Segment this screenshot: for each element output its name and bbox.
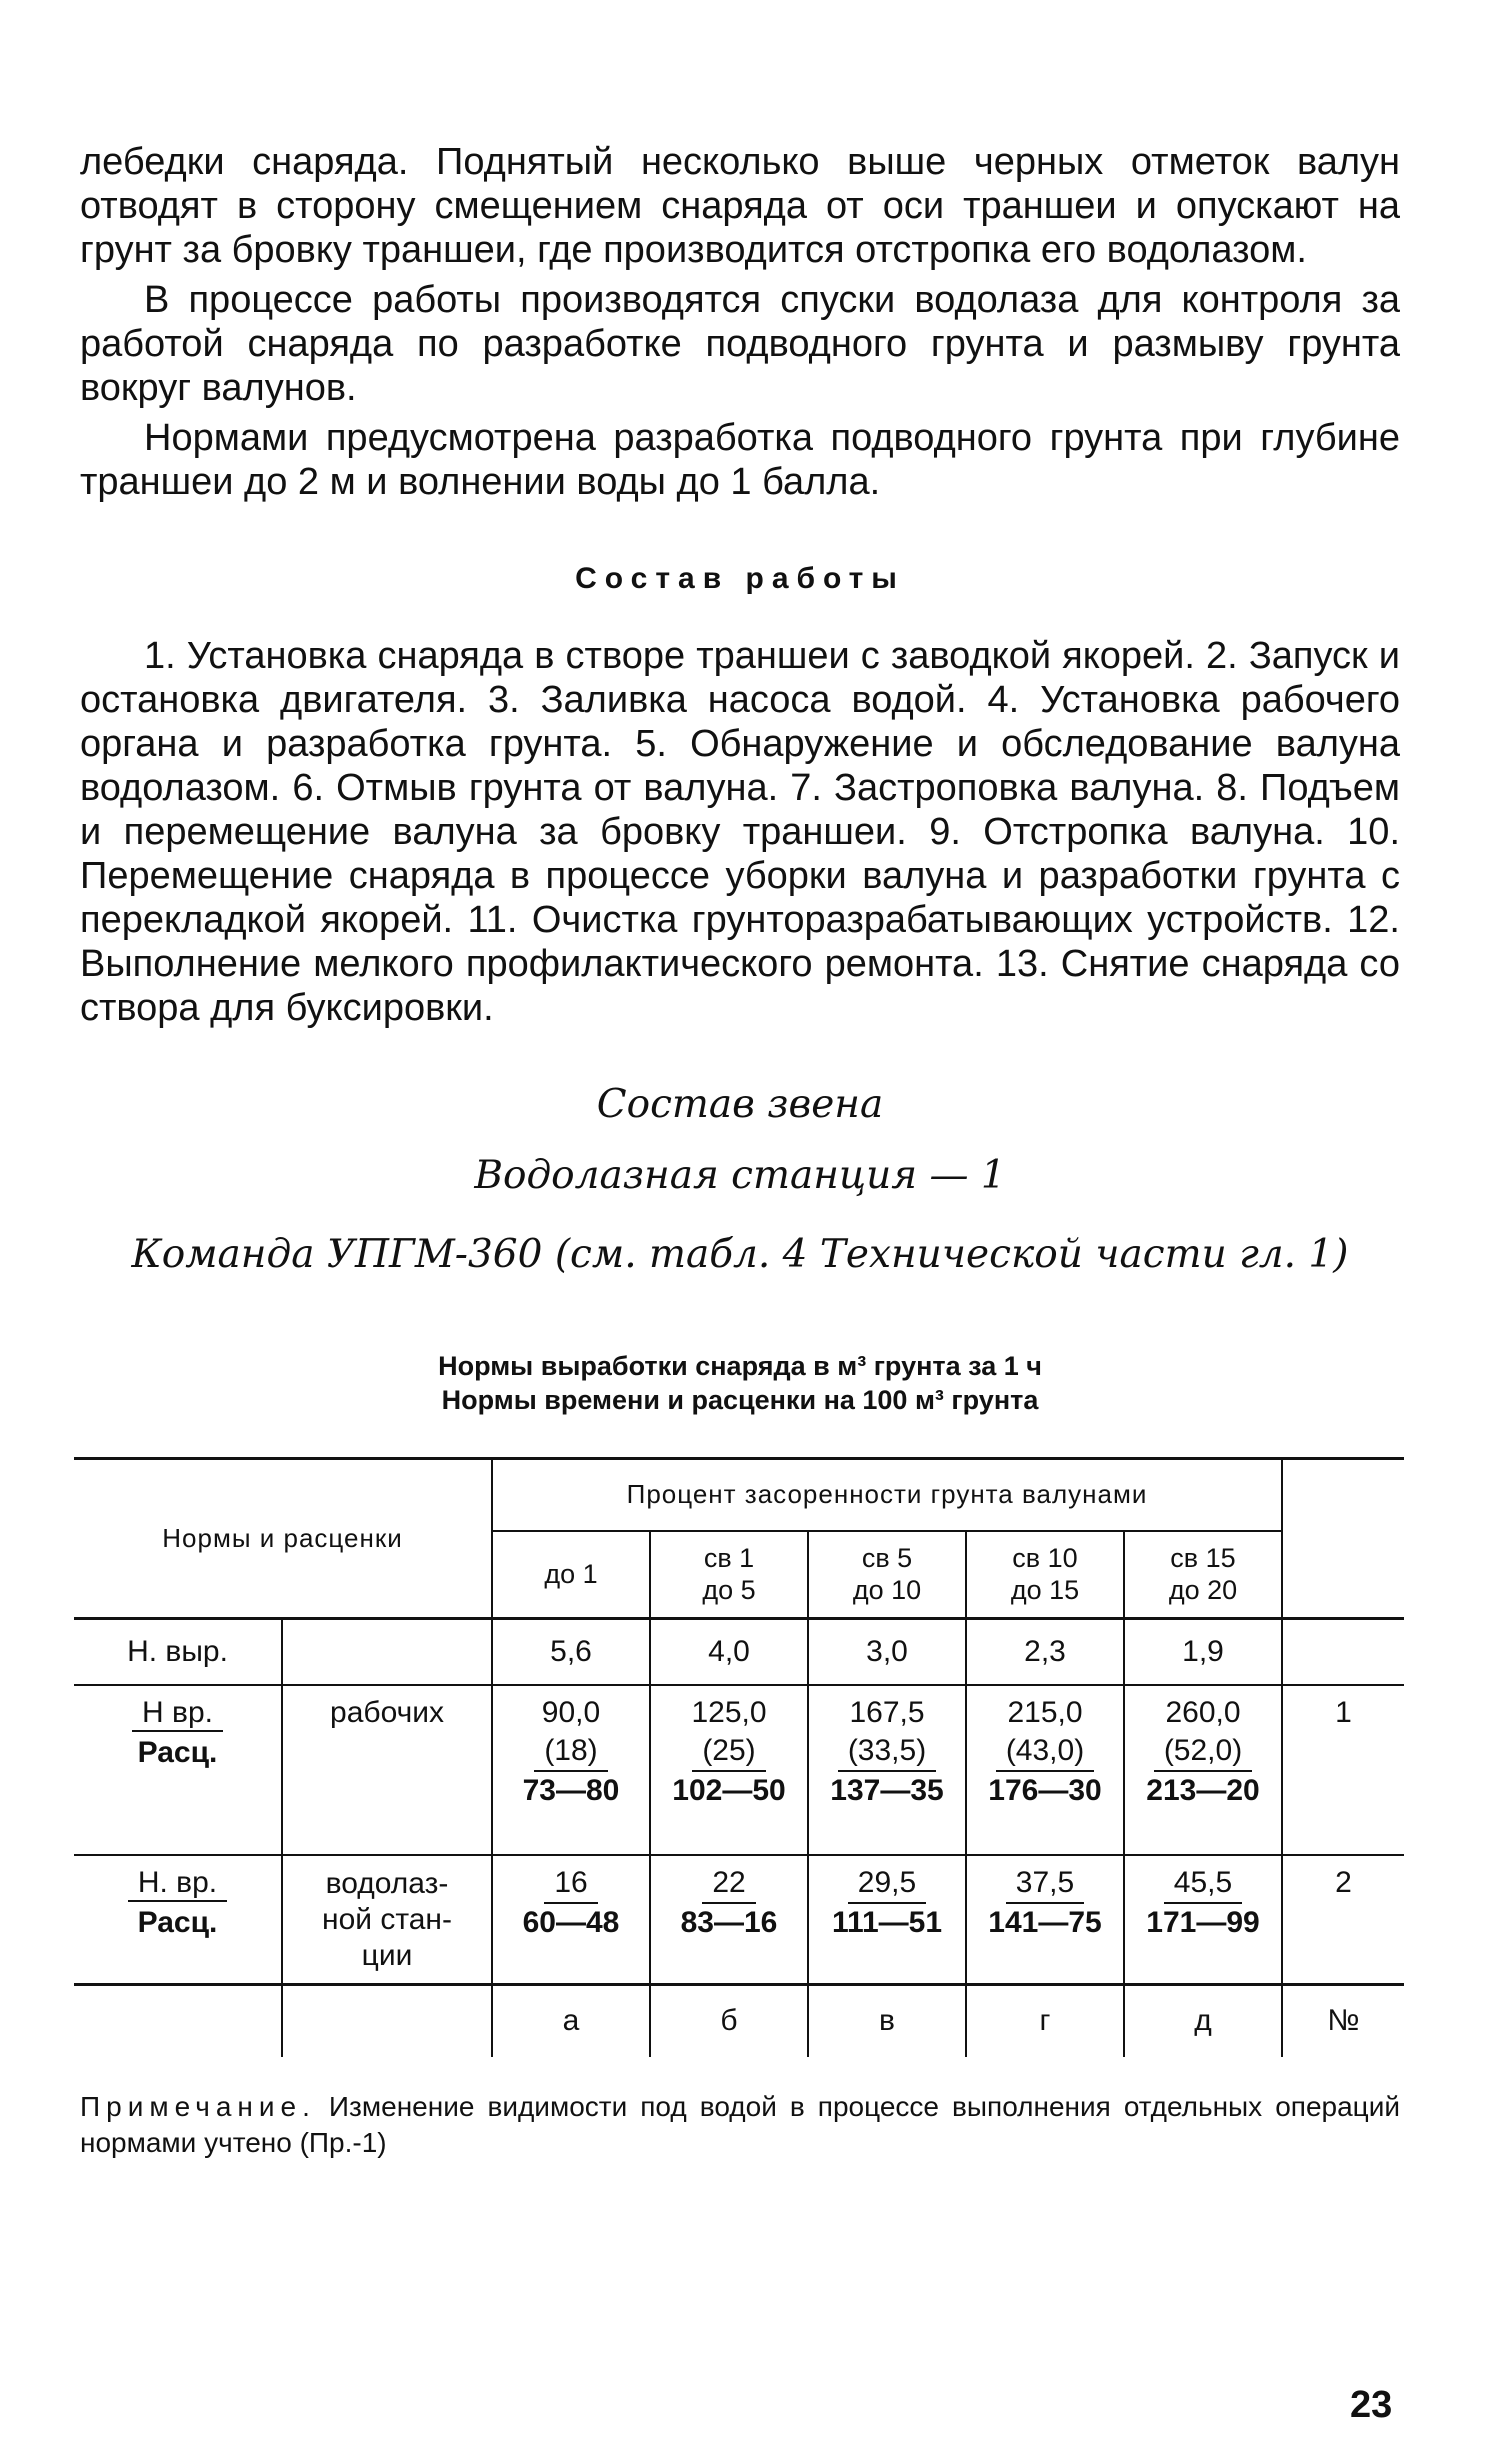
paragraph-3: Нормами предусмотрена разработка подводного грунта при глубине траншеи до 2 м и волнении воды до 1 балла. bbox=[80, 417, 1400, 503]
row1-cell: 167,5 (33,5) 137—35 bbox=[808, 1685, 966, 1855]
row1-num: 1 bbox=[1282, 1685, 1404, 1855]
row2-cell: 45,5 171—99 bbox=[1124, 1855, 1282, 1985]
table-title-line1: Нормы выработки снаряда в м³ грунта за 1 ч bbox=[438, 1351, 1042, 1381]
note-label: Примечание. bbox=[80, 2090, 316, 2122]
crew-station: Водолазная станция — 1 bbox=[474, 1153, 1006, 1198]
paragraph-1: лебедки снаряда. Поднятый несколько выше черных отметок валун отводят в сторону смещением снаряда от оси траншеи и опускают на грунт за бровку траншеи, где производится отстропка его водолазом. bbox=[80, 141, 1400, 271]
crew-team: Команда УПГМ-360 (см. табл. 4 Технической части гл. 1) bbox=[131, 1232, 1349, 1277]
col-header: св 1 до 5 bbox=[650, 1531, 808, 1619]
norms-table bbox=[74, 1457, 1404, 2057]
row2-cell: 16 60—48 bbox=[492, 1855, 650, 1985]
row1-label: Н вр. Расц. bbox=[74, 1685, 282, 1855]
row1-who: рабочих bbox=[282, 1685, 492, 1855]
nvyr-value: 5,6 bbox=[492, 1619, 650, 1685]
page-number: 23 bbox=[1350, 2384, 1393, 2426]
row2-cell: 29,5 111—51 bbox=[808, 1855, 966, 1985]
col-letter: б bbox=[650, 1985, 808, 2057]
table-note bbox=[80, 2089, 1400, 2161]
num-header: № bbox=[1282, 1985, 1404, 2057]
empty-num-header bbox=[1282, 1459, 1404, 1619]
col-letter: г bbox=[966, 1985, 1124, 2057]
nvyr-label: Н. выр. bbox=[74, 1619, 282, 1685]
paragraph-2: В процессе работы производятся спуски водолаза для контроля за работой снаряда по разработке подводного грунта и размыву грунта вокруг валунов. bbox=[80, 279, 1400, 409]
nvyr-value: 3,0 bbox=[808, 1619, 966, 1685]
group-header: Процент засоренности грунта валунами bbox=[492, 1459, 1282, 1531]
page-content bbox=[80, 140, 1400, 2189]
note-text: Изменение видимости под водой в процессе выполнения отдельных операций нормами учтено (Пр.-1) bbox=[80, 2090, 1400, 2158]
col-header: св 5 до 10 bbox=[808, 1531, 966, 1619]
work-text: 1. Установка снаряда в створе траншеи с заводкой якорей. 2. Запуск и остановка двигателя. 3. Заливка насоса водой. 4. Установка рабочего органа и разработка грунта. 5. Обнаружение и обследование валуна водолазом. 6. Отмыв грунта от валуна. 7. Застроповка валуна. 8. Подъем и перемещение валуна за бровку траншеи. 9. Отстропка валуна. 10. Перемещение снаряда в процессе уборки валуна и разработки грунта с перекладкой якорей. 11. Очистка грунторазрабатывающих устройств. 12. Выполнение мелкого профилактического ремонта. 13. Снятие снаряда со створа для буксировки. bbox=[80, 635, 1400, 1029]
row1-cell: 260,0 (52,0) 213—20 bbox=[1124, 1685, 1282, 1855]
table-title-line2: Нормы времени и расценки на 100 м³ грунта bbox=[441, 1385, 1039, 1415]
letters-empty bbox=[74, 1985, 282, 2057]
table-title bbox=[80, 1349, 1400, 1417]
nvyr-value: 1,9 bbox=[1124, 1619, 1282, 1685]
work-heading: Состав работы bbox=[575, 562, 905, 595]
row2-label: Н. вр. Расц. bbox=[74, 1855, 282, 1985]
col-letter: в bbox=[808, 1985, 966, 2057]
col-header: до 1 bbox=[492, 1531, 650, 1619]
col-letter: д bbox=[1124, 1985, 1282, 2057]
nvyr-num bbox=[1282, 1619, 1404, 1685]
crew-heading: Состав звена bbox=[596, 1082, 884, 1127]
row1-cell: 90,0 (18) 73—80 bbox=[492, 1685, 650, 1855]
nvyr-empty bbox=[282, 1619, 492, 1685]
row1-cell: 215,0 (43,0) 176—30 bbox=[966, 1685, 1124, 1855]
nvyr-value: 2,3 bbox=[966, 1619, 1124, 1685]
row2-num: 2 bbox=[1282, 1855, 1404, 1985]
letters-empty bbox=[282, 1985, 492, 2057]
col-letter: а bbox=[492, 1985, 650, 2057]
row2-cell: 37,5 141—75 bbox=[966, 1855, 1124, 1985]
row1-cell: 125,0 (25) 102—50 bbox=[650, 1685, 808, 1855]
col-header: св 10 до 15 bbox=[966, 1531, 1124, 1619]
row2-cell: 22 83—16 bbox=[650, 1855, 808, 1985]
col-header: св 15 до 20 bbox=[1124, 1531, 1282, 1619]
nvyr-value: 4,0 bbox=[650, 1619, 808, 1685]
corner-header: Нормы и расценки bbox=[74, 1459, 492, 1619]
row2-who: водолаз- ной стан- ции bbox=[282, 1855, 492, 1985]
